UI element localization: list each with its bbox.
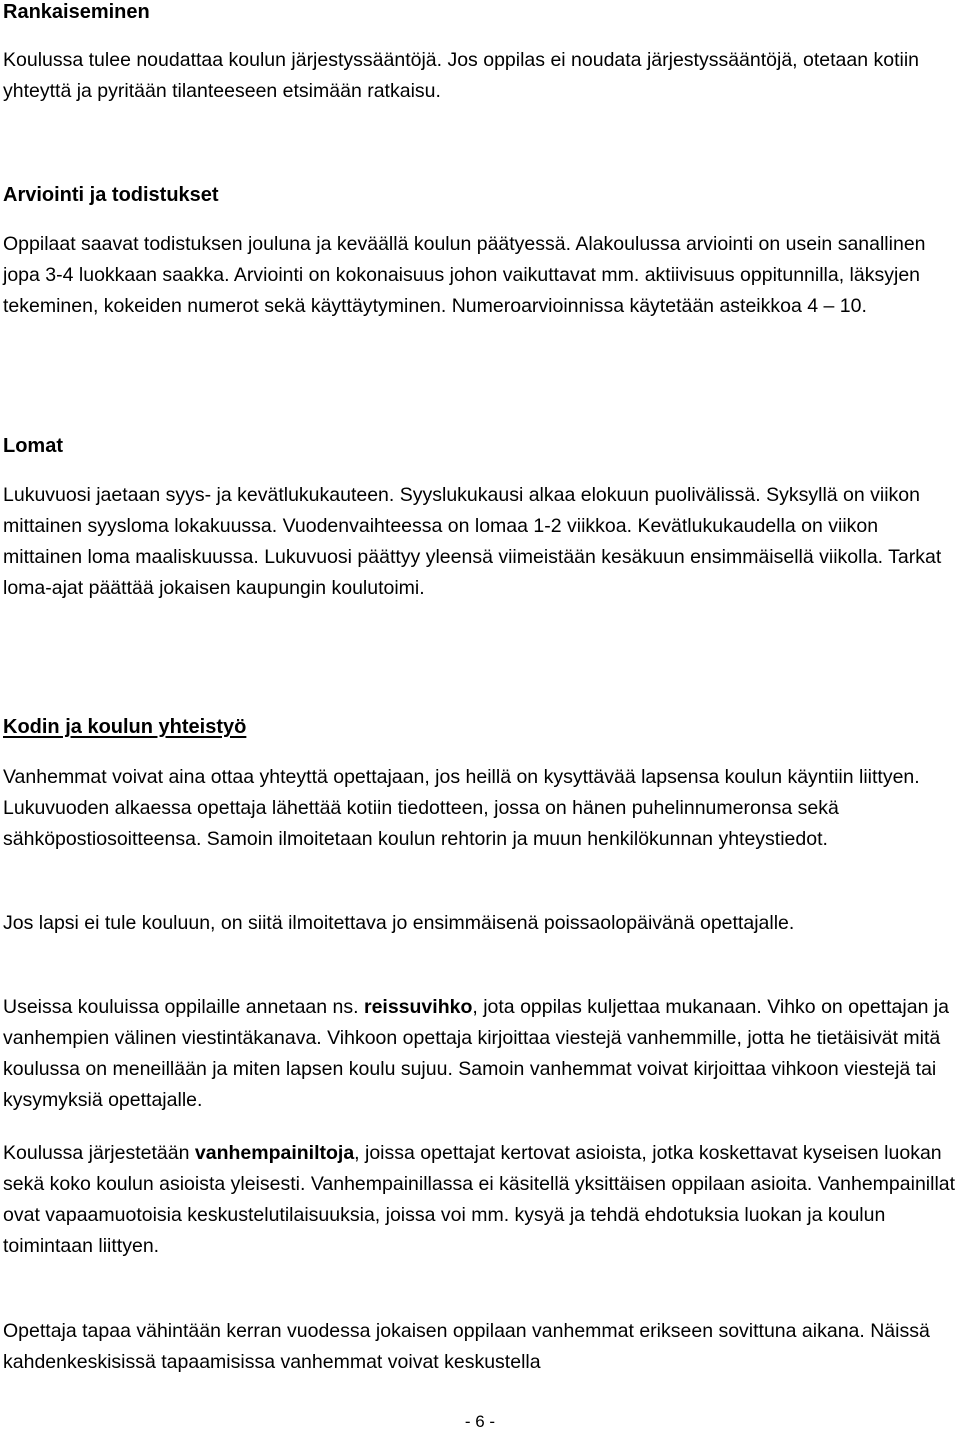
heading-arviointi: Arviointi ja todistukset <box>3 184 219 206</box>
paragraph-kodin-3-rest: , jota oppilas kuljettaa mukanaan. Vihko on opettajan ja vanhempien välinen viestintäkanava. Vihkoon opettaja kirjoittaa viestejä vanhemmille, jotta he tietäisivät mitä koulussa on meneillään ja miten lapsen koulu sujuu. Samoin vanhemmat voivat kirjoittaa vihkoon viestejä tai kysymyksiä opettajalle. <box>3 996 950 1111</box>
paragraph-kodin-5: Opettaja tapaa vähintään kerran vuodessa jokaisen oppilaan vanhemmat erikseen sovittuna aikana. Näissä kahdenkeskisissä tapaamisissa vanhemmat voivat keskustella <box>3 1320 930 1373</box>
heading-lomat: Lomat <box>3 435 63 457</box>
paragraph-kodin-4 <box>3 1138 958 1262</box>
term-vanhempainiltoja: vanhempainiltoja <box>194 1142 355 1164</box>
paragraph-rankaiseminen: Koulussa tulee noudattaa koulun järjestyssääntöjä. Jos oppilas ei noudata järjestyssääntöjä, otetaan kotiin yhteyttä ja pyritään tilanteeseen etsimään ratkaisu. <box>3 49 920 102</box>
heading-rankaiseminen: Rankaiseminen <box>3 1 150 23</box>
paragraph-kodin-2: Jos lapsi ei tule kouluun, on siitä ilmoitettava jo ensimmäisenä poissaolopäivänä opettajalle. <box>3 912 795 934</box>
paragraph-arviointi: Oppilaat saavat todistuksen jouluna ja keväällä koulun päätyessä. Alakoulussa arviointi on usein sanallinen jopa 3-4 luokkaan saakka. Arviointi on kokonaisuus johon vaikuttavat mm. aktiivisuus oppitunnilla, läksyjen tekeminen, kokeiden numerot sekä käyttäytyminen. Numeroarvioinnissa käytetään asteikkoa 4 – 10. <box>3 233 926 317</box>
page-number: - 6 - <box>464 1412 496 1431</box>
paragraph-kodin-1: Vanhemmat voivat aina ottaa yhteyttä opettajaan, jos heillä on kysyttävää lapsensa koulun käyntiin liittyen. Lukuvuoden alkaessa opettaja lähettää kotiin tiedotteen, jossa on hänen puhelinnumeronsa sekä sähköpostiosoitteensa. Samoin ilmoitetaan koulun rehtorin ja muun henkilökunnan yhteystiedot. <box>3 766 920 850</box>
paragraph-kodin-3 <box>3 992 958 1116</box>
term-reissuvihko: reissuvihko <box>363 996 473 1018</box>
paragraph-kodin-4-rest: , joissa opettajat kertovat asioista, jotka koskettavat kyseisen luokan sekä koko koulun asioista yleisesti. Vanhempainillassa ei käsitellä yksittäisen oppilaan asioita. Vanhempainillat ovat vapaamuotoisia keskustelutilaisuuksia, joissa voi mm. kysyä ja tehdä ehdotuksia luokan ja koulun toimintaan liittyen. <box>3 1142 956 1257</box>
paragraph-lomat: Lukuvuosi jaetaan syys- ja kevätlukukauteen. Syyslukukausi alkaa elokuun puolivälissä. Syksyllä on viikon mittainen syysloma lokakuussa. Vuodenvaihteessa on lomaa 1-2 viikkoa. Kevätlukukaudella on viikon mittainen loma maaliskuussa. Lukuvuosi päättyy yleensä viimeistään kesäkuun ensimmäisellä viikolla. Tarkat loma-ajat päättää jokaisen kaupungin koulutoimi. <box>3 484 942 599</box>
paragraph-kodin-3-start: Useissa kouluissa oppilaille annetaan ns. <box>3 996 364 1018</box>
heading-kodin-ja-koulun-yhteistyo: Kodin ja koulun yhteistyö <box>3 716 247 738</box>
paragraph-kodin-4-start: Koulussa järjestetään <box>3 1142 195 1164</box>
